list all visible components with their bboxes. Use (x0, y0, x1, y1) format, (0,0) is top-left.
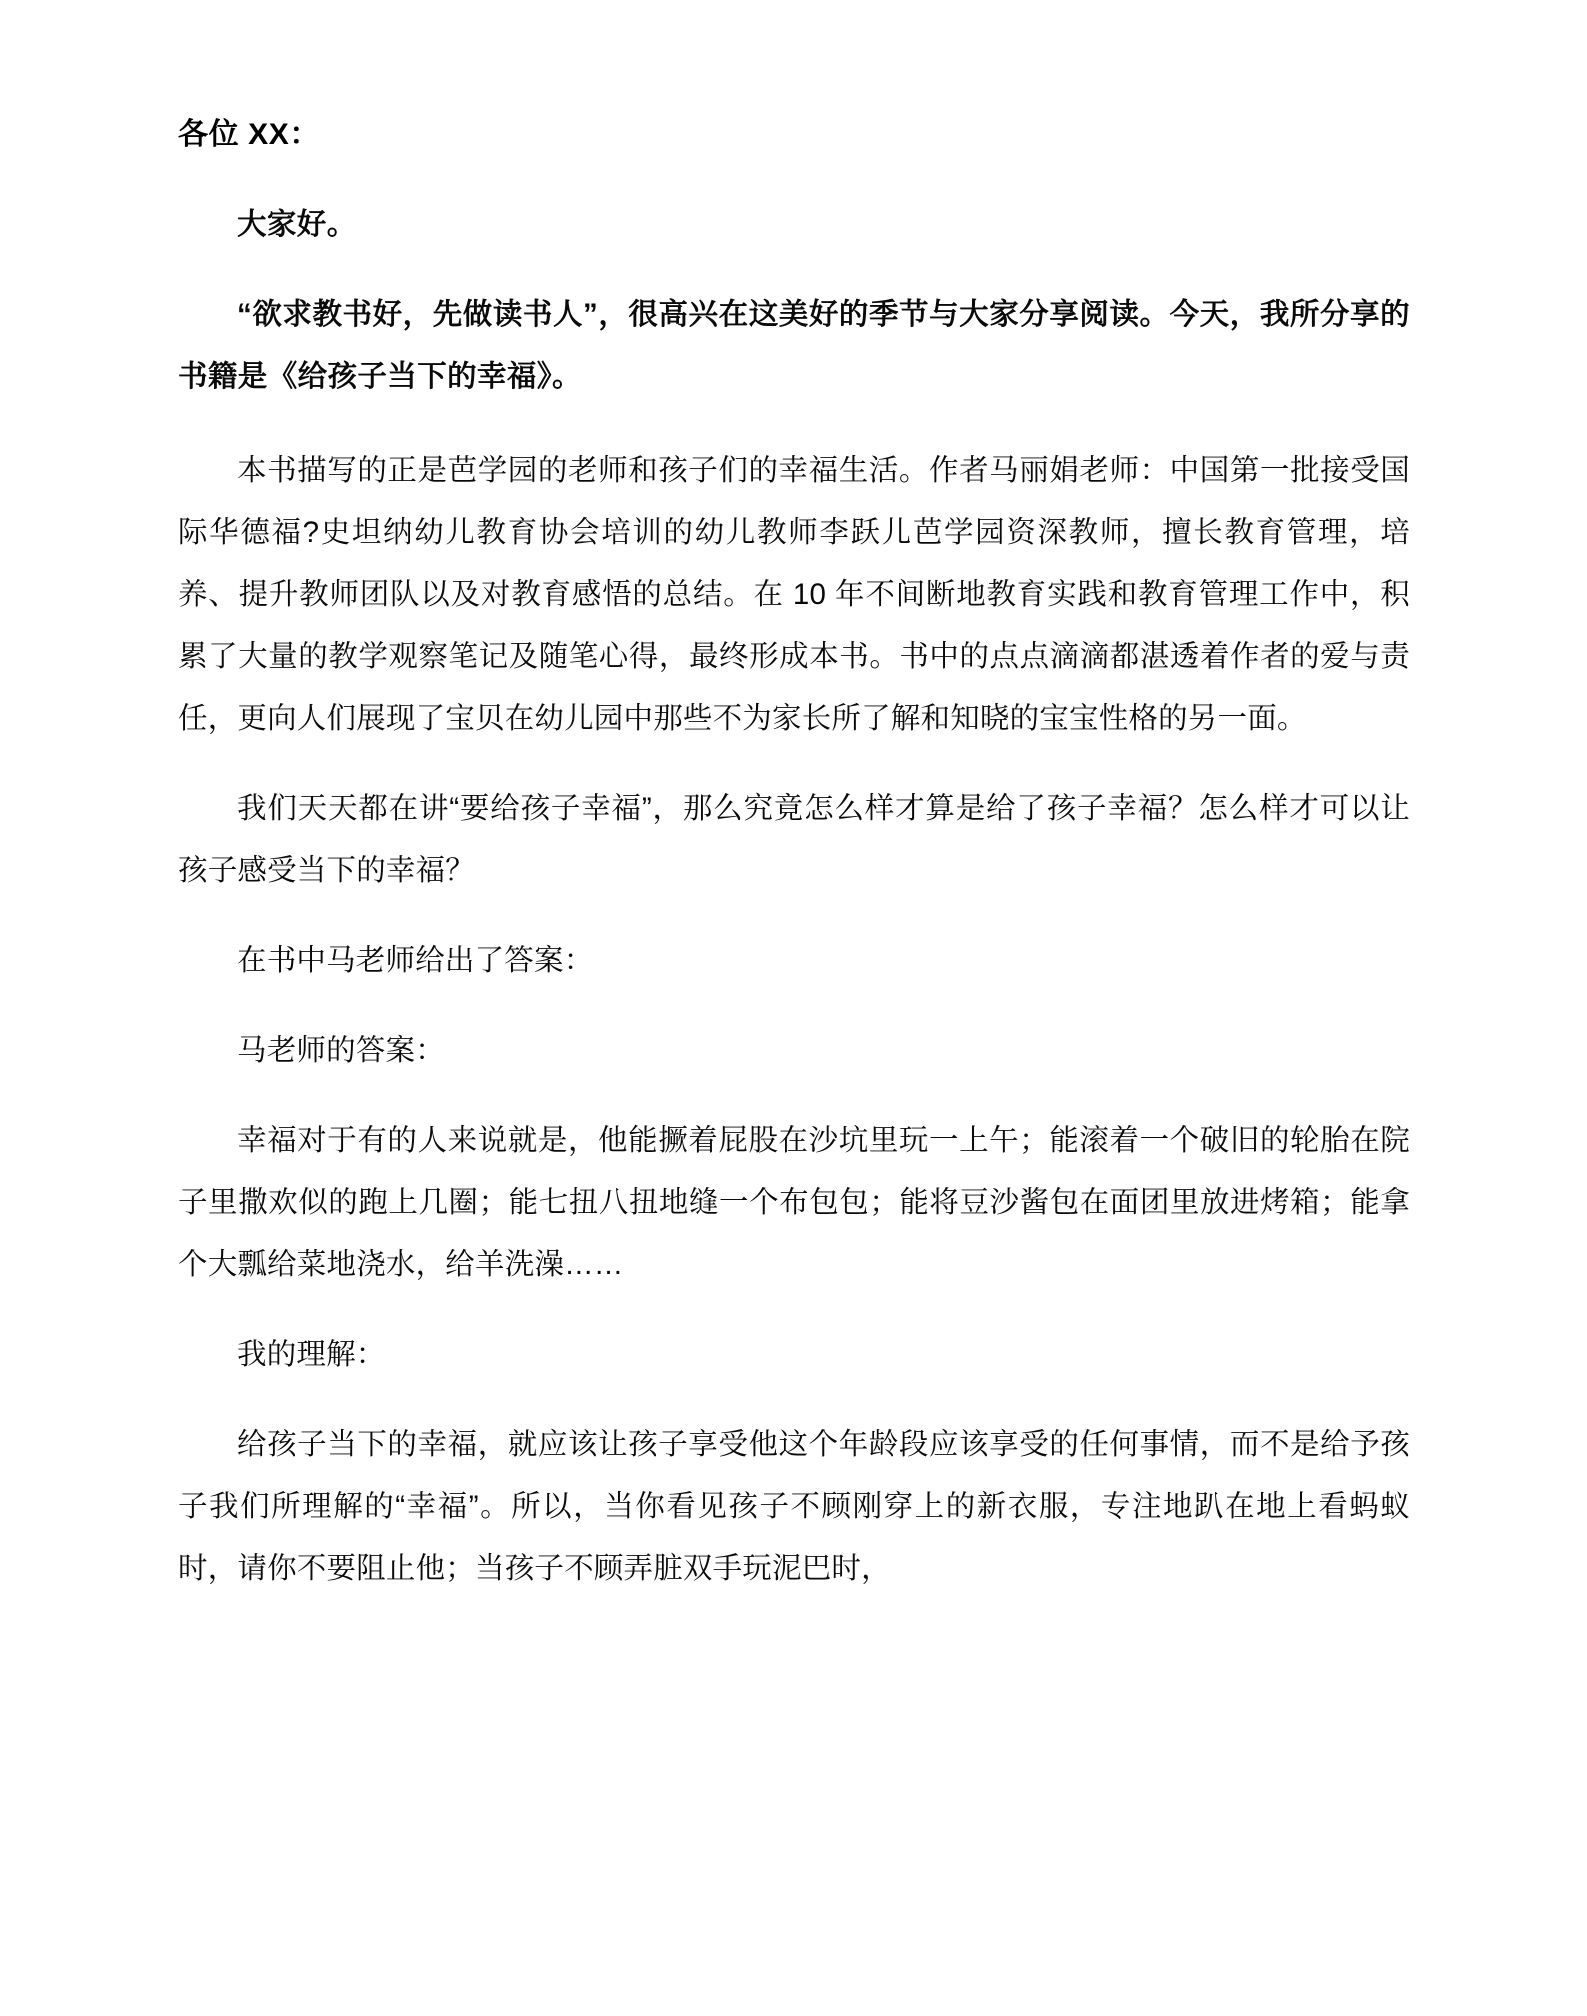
paragraph-my-understanding-label: 我的理解： (237, 1338, 386, 1371)
spacer (178, 1386, 1410, 1414)
spacer (178, 1082, 1410, 1110)
intro-bold-paragraph: “欲求教书好，先做读书人”，很高兴在这美好的季节与大家分享阅读。今天，我所分享的书籍是《给孩子当下的幸福》。 (178, 298, 1410, 393)
spacer (178, 750, 1410, 778)
spacer (178, 166, 1410, 194)
greeting-paragraph: 大家好。 (237, 208, 357, 241)
salutation-line: 各位 XX： (178, 118, 320, 151)
spacer (178, 256, 1410, 284)
paragraph-book-description: 本书描写的正是芭学园的老师和孩子们的幸福生活。作者马丽娟老师：中国第一批接受国际华德福?史坦纳幼儿教育协会培训的幼儿教师李跃儿芭学园资深教师，擅长教育管理，培养、提升教师团队以及对教育感悟的总结。在 10 年不间断地教育实践和教育管理工作中，积累了大量的教学观察笔记及随笔心得，最终形成本书。书中的点点滴滴都湛透着作者的爱与责任，更向人们展现了宝贝在幼儿园中那些不为家长所了解和知晓的宝宝性格的另一面。 (178, 454, 1410, 735)
spacer (178, 902, 1410, 930)
paragraph-answer-lead: 在书中马老师给出了答案： (237, 944, 594, 977)
spacer (178, 992, 1410, 1020)
paragraph-question: 我们天天都在讲“要给孩子幸福”，那么究竟怎么样才算是给了孩子幸福？怎么样才可以让孩子感受当下的幸福？ (178, 792, 1410, 887)
paragraph-teacher-answer-body: 幸福对于有的人来说就是，他能撅着屁股在沙坑里玩一上午；能滚着一个破旧的轮胎在院子里撒欢似的跑上几圈；能七扭八扭地缝一个布包包；能将豆沙酱包在面团里放进烤箱；能拿个大瓢给菜地浇水，给羊洗澡…… (178, 1124, 1410, 1281)
spacer (178, 408, 1410, 440)
paragraph-my-understanding-body: 给孩子当下的幸福，就应该让孩子享受他这个年龄段应该享受的任何事情，而不是给予孩子我们所理解的“幸福”。所以，当你看见孩子不顾刚穿上的新衣服，专注地趴在地上看蚂蚁时，请你不要阻止他；当孩子不顾弄脏双手玩泥巴时， (178, 1428, 1410, 1585)
document-body (178, 104, 1410, 1600)
paragraph-teacher-answer-label: 马老师的答案： (237, 1034, 445, 1067)
spacer (178, 1296, 1410, 1324)
